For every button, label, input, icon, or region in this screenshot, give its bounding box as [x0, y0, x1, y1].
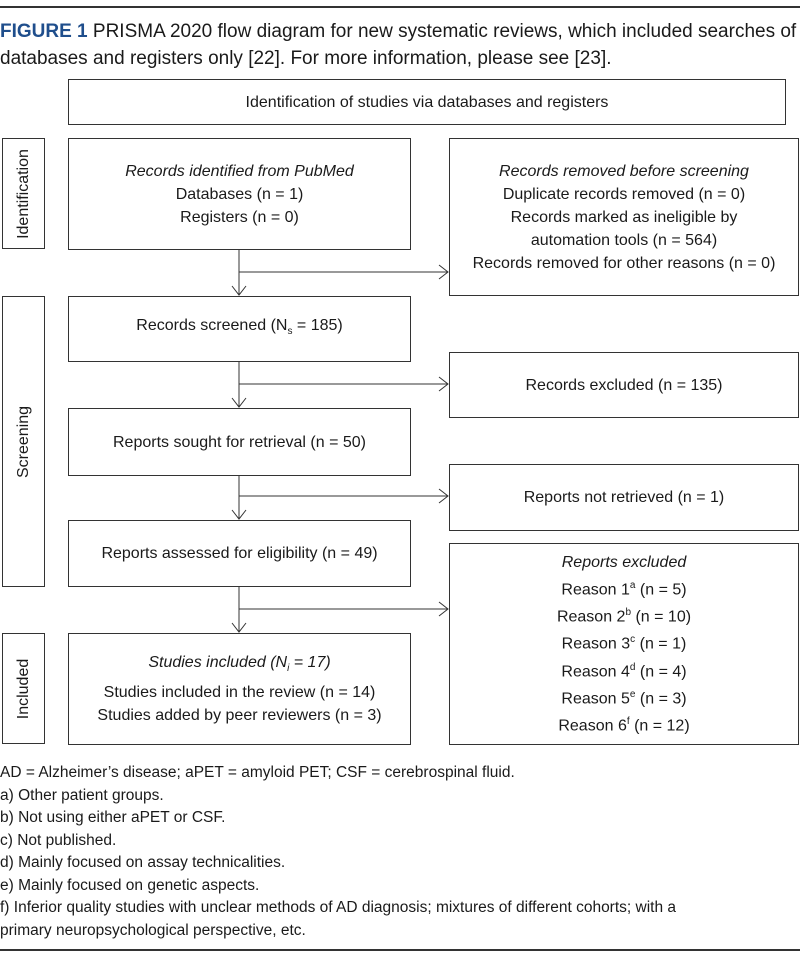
reason-line: Reason 6$^f$ (n = 12)	[558, 716, 690, 735]
records-removed-line: Duplicate records removed (n = 0)	[502, 185, 746, 203]
footnote: primary neuropsychological perspective, etc.	[0, 921, 306, 939]
reports-excluded-title: Reports excluded	[561, 553, 687, 571]
studies-included-title: Studies included $(N_i = 17)$	[148, 654, 331, 675]
records-removed-line: Records marked as ineligible by	[510, 208, 738, 226]
reason-line: Reason 5e (n = 3)	[561, 688, 687, 708]
records-removed-line: automation tools (n = 564)	[530, 231, 718, 249]
stage-identification-label: Identification	[14, 148, 32, 239]
studies-included-line: Studies included in the review (n = 14)	[103, 683, 376, 701]
footnote: a) Other patient groups.	[0, 786, 164, 804]
caption-text: PRISMA 2020 flow diagram for new systematic reviews, which included searches of databases and registers only [22]. For more information, please see [23].	[0, 21, 797, 69]
footnote: c) Not published.	[0, 831, 117, 849]
footnote: d) Mainly focused on assay technicalities.	[0, 854, 286, 871]
stage-screening-label: Screening	[14, 405, 32, 478]
reason-line: Reason 1$^a$ (n = 5)	[561, 579, 687, 598]
footnote: b) Not using either aPET or CSF.	[0, 809, 226, 826]
footnote: f) Inferior quality studies with unclear methods of AD diagnosis; mixtures of different cohorts; with a	[0, 899, 677, 916]
records-identified-line: Databases (n = 1)	[175, 185, 304, 203]
figure-label: FIGURE 1	[0, 21, 88, 42]
reports-sought-label: Reports sought for retrieval (n = 50)	[112, 433, 366, 451]
header-box-label: Identification of studies via databases and registers	[245, 93, 609, 111]
reports-assessed-label: Reports assessed for eligibility (n = 49)	[101, 545, 378, 562]
footnote: AD = Alzheimer’s disease; aPET = amyloid PET; CSF = cerebrospinal fluid.	[0, 764, 515, 781]
stage-included-label: Included	[14, 658, 32, 719]
reason-line: Reason 3$^c$ (n = 1)	[561, 634, 687, 653]
records-identified-title: Records identified from PubMed	[125, 162, 354, 180]
footnote: e) Mainly focused on genetic aspects.	[0, 876, 260, 894]
studies-included-line: Studies added by peer reviewers (n = 3)	[97, 706, 382, 724]
records-excluded-label: Records excluded (n = 135)	[525, 376, 723, 394]
records-removed-title: Records removed before screening	[499, 162, 749, 180]
footnotes	[0, 762, 800, 942]
bottom-rule	[0, 949, 800, 951]
reports-not-retrieved-label: Reports not retrieved (n = 1)	[523, 489, 725, 506]
records-identified-line: Registers (n = 0)	[180, 208, 299, 226]
reason-line: Reason 4$^d$ (n = 4)	[561, 661, 687, 680]
reason-line: Reason 2$^b$ (n = 10)	[556, 606, 692, 626]
records-screened-label: Records screened $(N_s = 185)$	[136, 317, 343, 338]
records-removed-line: Records removed for other reasons (n = 0)	[472, 254, 776, 272]
